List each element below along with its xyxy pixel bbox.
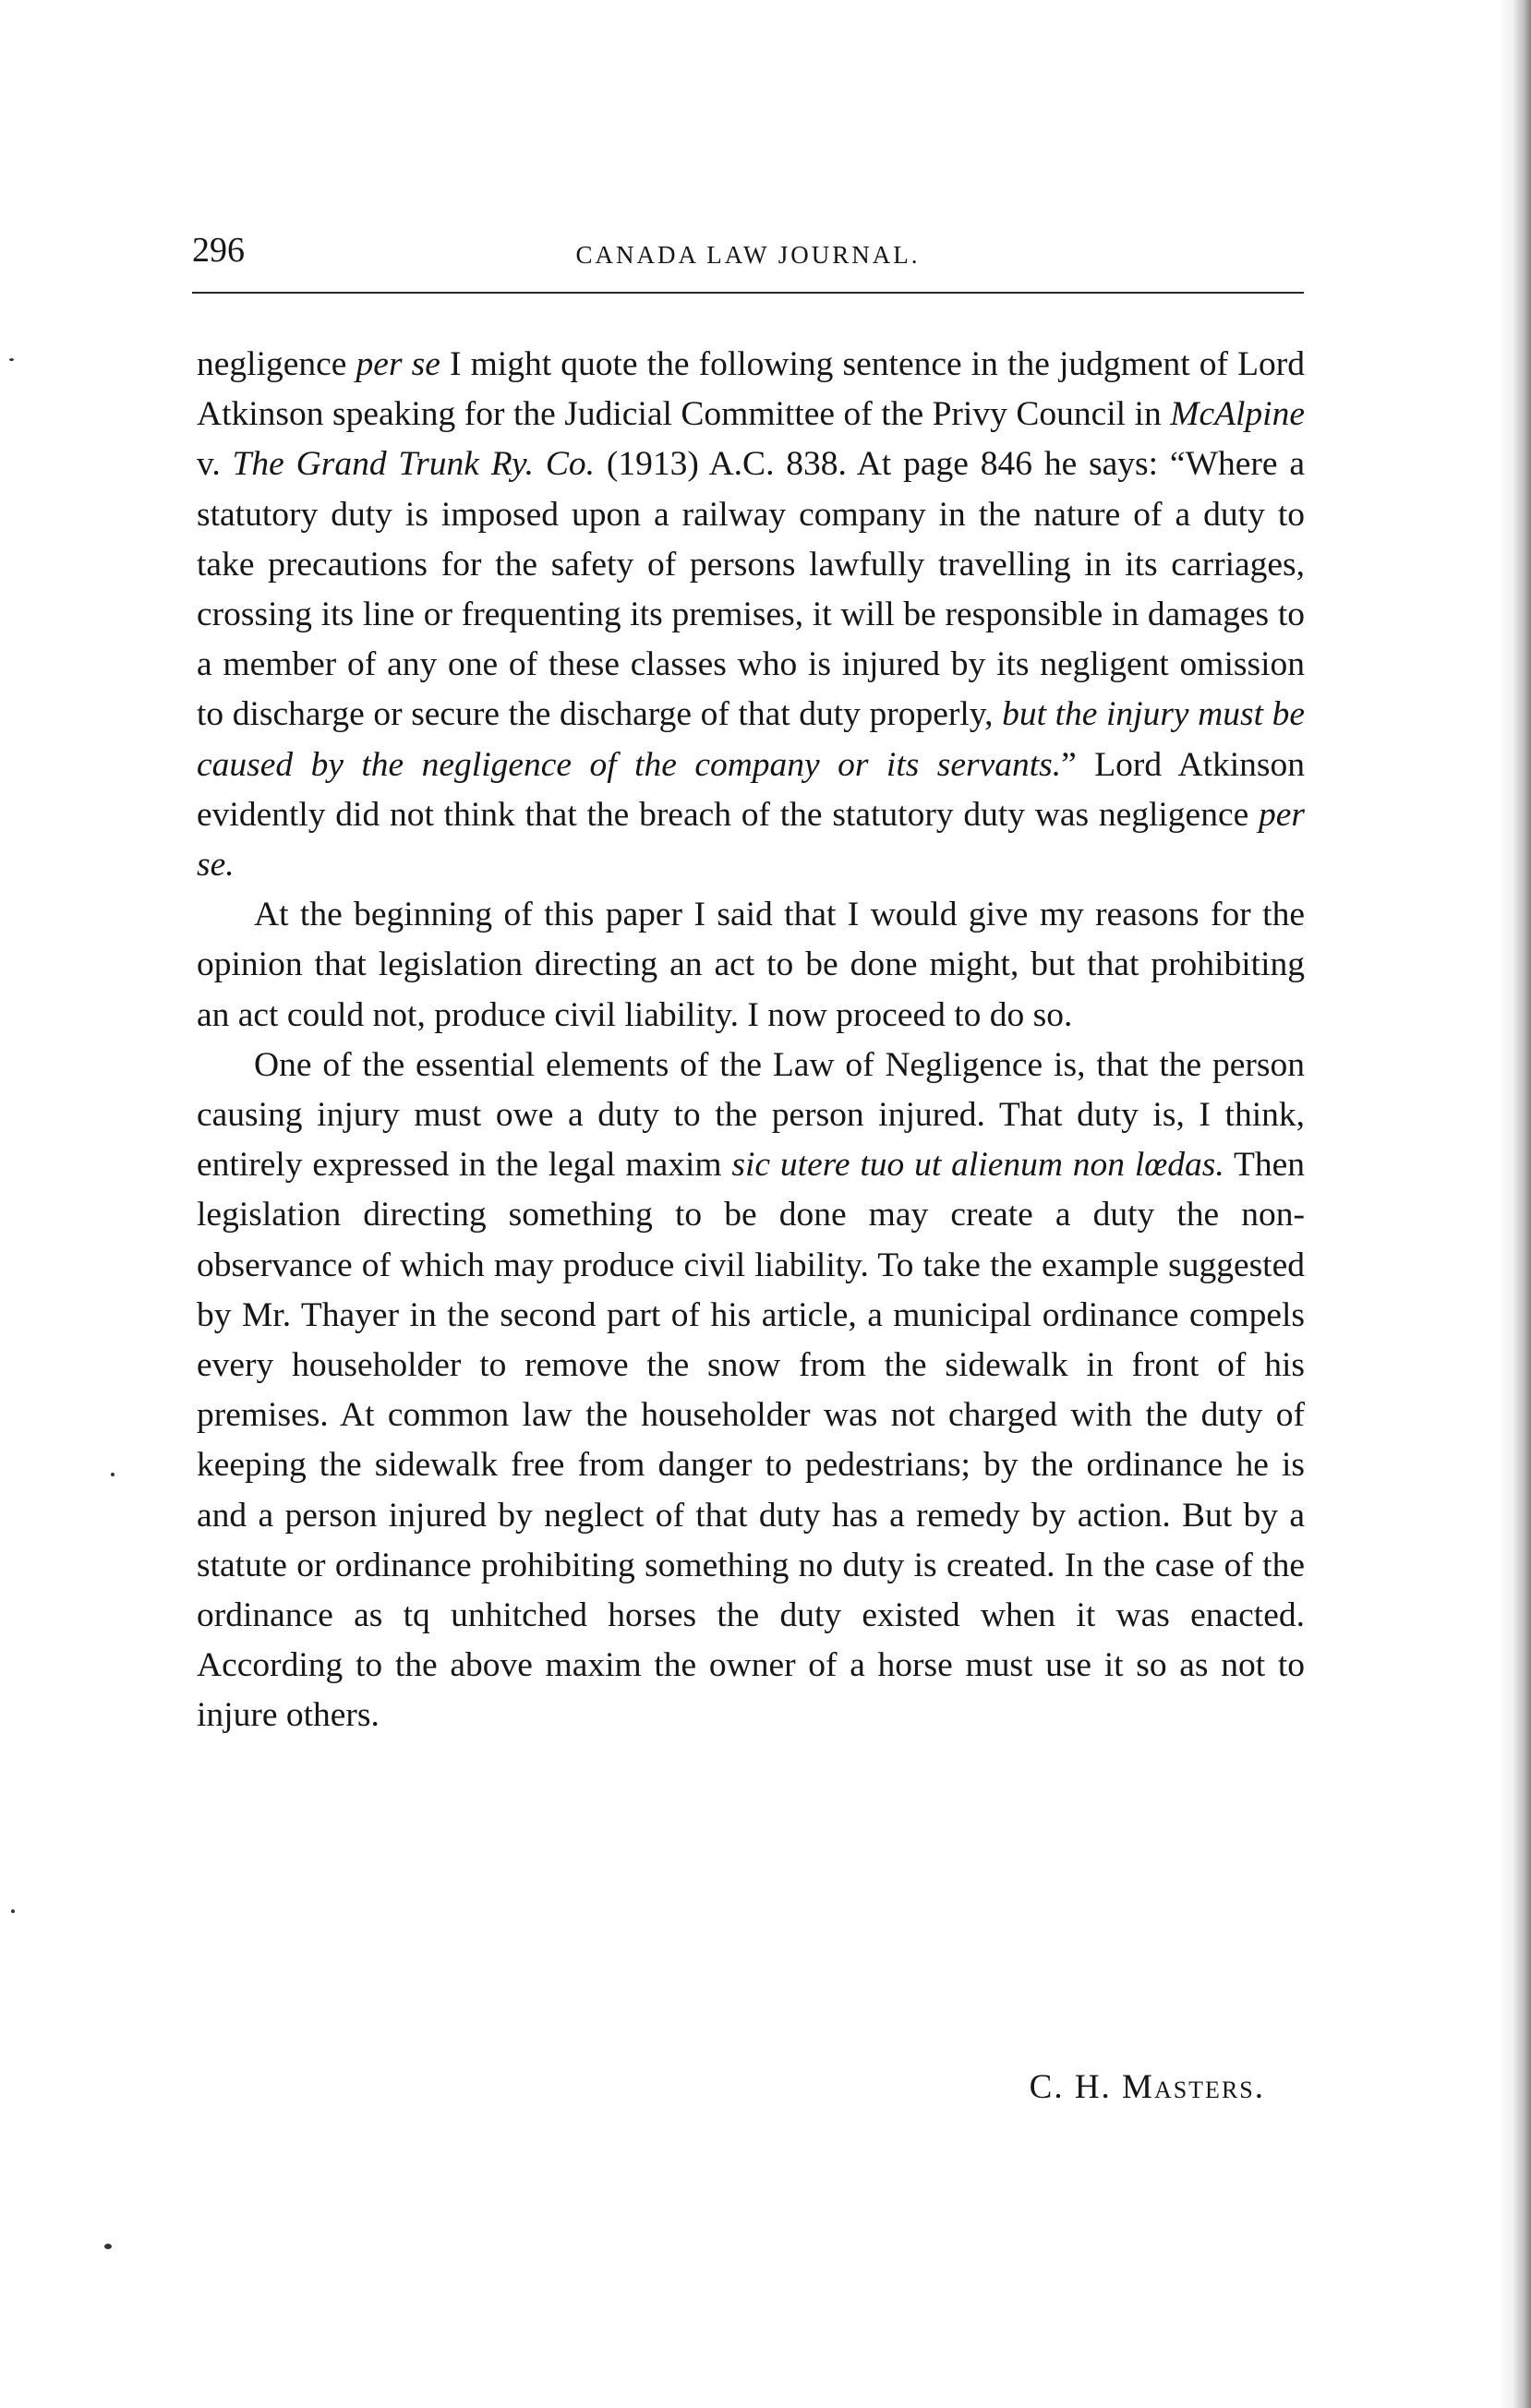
italic-text-run: McAlpine <box>1170 395 1305 434</box>
text-run: Then legislation directing something to be done may create a duty the non-observance of which may produce civil liability. To take the example suggested by Mr. Thayer in the second part of his article, a municipal ordinance compels every householder to remove the snow from the sidewalk in front of his premises. At common law the householder was not charged with the duty of keeping the sidewalk free from danger to pedestrians; by the ordinance he is and a person injured by neglect of that duty has a remedy by action. But by a statute or ordinance prohibiting something no duty is created. In the case of the ordinance as tq unhitched horses the duty existed when it was enacted. According to the above maxim the owner of a horse must use it so as not to injure others. <box>197 1146 1305 1735</box>
italic-text-run: per se <box>356 345 440 383</box>
paragraph <box>197 1041 1305 1741</box>
italic-text-run: The Grand Trunk Ry. Co. <box>232 445 595 484</box>
header-rule <box>192 292 1304 294</box>
text-run: v. <box>197 445 233 484</box>
page-number: 296 <box>192 231 245 270</box>
text-run: One of the essential elements of the Law of Negligence is, that the person causing injury must owe a duty to the person injured. That duty is, I think, entirely expressed in the legal maxim <box>197 1045 1305 1185</box>
paragraph <box>197 340 1305 890</box>
italic-text-run: but the injury must be caused by the negligence of the company or its servants. <box>197 695 1305 784</box>
scan-speck <box>11 1909 15 1913</box>
running-head: CANADA LAW JOURNAL. <box>575 241 921 269</box>
scan-speck <box>104 2244 112 2249</box>
author-signature: C. H. Masters. <box>1029 2068 1265 2106</box>
text-run: I might quote the following sentence in the judgment of Lord Atkinson speaking for the Judicial Committee of the Privy Council in <box>197 345 1305 434</box>
scan-speck <box>9 358 14 361</box>
text-run: ” Lord Atkinson evidently did not think that the breach of the statutory duty was negligence <box>197 745 1306 834</box>
scan-speck <box>111 1473 115 1476</box>
text-run: (1913) A.C. 838. At page 846 he says: “Where a statutory duty is imposed upon a railway company in the nature of a duty to take precautions for the safety of persons lawfully travelling in its carriages, crossing its line or frequenting its premises, it will be responsible in damages to a member of any one of these classes who is injured by its negligent omission to discharge or secure the discharge of that duty properly, <box>197 445 1305 734</box>
italic-text-run: per se. <box>197 795 1305 885</box>
text-run: At the beginning of this paper I said that I would give my reasons for the opinion that legislation directing an act to be done might, but that prohibiting an act could not, produce civil liability. I now proceed to do so. <box>197 896 1305 1034</box>
page-edge-shadow <box>1498 0 1531 2408</box>
italic-text-run: sic utere tuo ut alienum non lœdas. <box>731 1146 1224 1185</box>
paragraph <box>197 890 1305 1041</box>
article-body <box>197 340 1305 1741</box>
page-header <box>192 227 1304 283</box>
text-run: negligence <box>197 345 356 383</box>
